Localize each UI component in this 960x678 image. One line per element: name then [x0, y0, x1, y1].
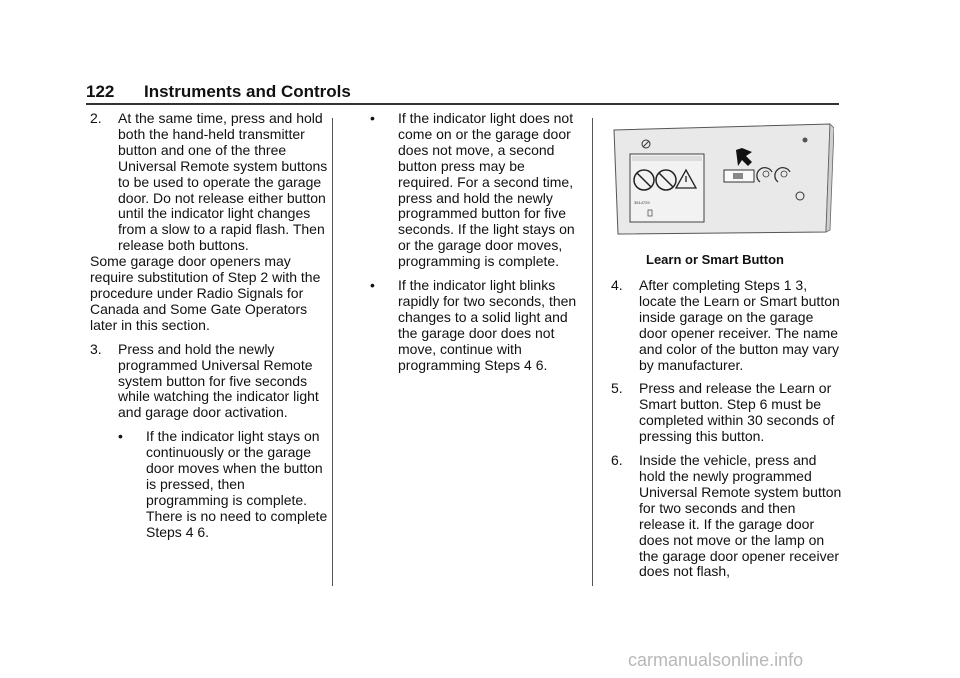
- step-number: 4.: [611, 277, 623, 293]
- step-text: Press and hold the newly programmed Universal Remote system button for five seconds while watching the indicator light and garage door activation.: [118, 340, 319, 421]
- step-text: After completing Steps 1 3, locate the Learn or Smart button inside garage on the garage door opener receiver. The name and color of the button may vary by manufacturer.: [639, 277, 840, 373]
- page-number: 122: [86, 82, 115, 101]
- step-2-note: Some garage door openers may require substitution of Step 2 with the procedure under Radio Signals for Canada and Some Gate Operators later in this section.: [90, 253, 321, 333]
- step-5: [611, 381, 843, 445]
- garage-opener-illustration: [612, 122, 834, 242]
- step-text: Inside the vehicle, press and hold the newly programmed Universal Remote system button for two seconds and then release it. If the garage door does not move or the lamp on the garage door opener receiver does not flash,: [639, 452, 842, 580]
- figure-caption: Learn or Smart Button: [646, 252, 784, 267]
- step-number: 2.: [90, 110, 102, 126]
- bullet-text: If the indicator light blinks rapidly for two seconds, then changes to a solid light and the garage door does not move, continue with programming Steps 4 6.: [398, 277, 577, 373]
- step-number: 6.: [611, 452, 623, 469]
- column-1: [90, 111, 330, 541]
- step-3: [90, 342, 330, 422]
- bullet-item: [370, 278, 582, 373]
- bullet-text: If the indicator light stays on continuously or the garage door moves when the button is pressed, then programming is complete. There is no need to complete Steps 4 6.: [146, 428, 328, 540]
- step-2: [90, 111, 330, 254]
- page-header: [86, 82, 351, 102]
- bullet-item: [118, 429, 330, 540]
- header-rule: [86, 103, 839, 105]
- label-code: 3514729: [634, 200, 650, 205]
- bullet-item: [370, 111, 582, 270]
- section-title: Instruments and Controls: [144, 82, 351, 101]
- bullet-text: If the indicator light does not come on or the garage door does not move, a second button press may be required. For a second time, press and hold the newly programmed button for five seconds. If the light stays on or the garage door moves, programming is complete.: [398, 110, 575, 270]
- column-3: [611, 278, 843, 580]
- column-divider-1: [332, 118, 333, 586]
- bullet-glyph: •: [118, 428, 123, 445]
- step-number: 3.: [90, 340, 102, 357]
- step-number: 5.: [611, 380, 623, 397]
- step-text: At the same time, press and hold both the hand-held transmitter button and one of the three Universal Remote system buttons to be used to operate the garage door. Do not release either button until the indicator light changes from a slow to a rapid flash. Then release both buttons.: [118, 110, 328, 254]
- column-divider-2: [592, 118, 593, 586]
- watermark: carmanualsonline.info: [628, 650, 804, 670]
- step-6: [611, 453, 843, 580]
- step-4: [611, 278, 843, 373]
- bullet-glyph: •: [370, 110, 375, 126]
- step-text: Press and release the Learn or Smart button. Step 6 must be completed within 30 seconds of pressing this button.: [639, 380, 835, 445]
- bullet-glyph: •: [370, 277, 375, 294]
- column-2: [370, 111, 582, 374]
